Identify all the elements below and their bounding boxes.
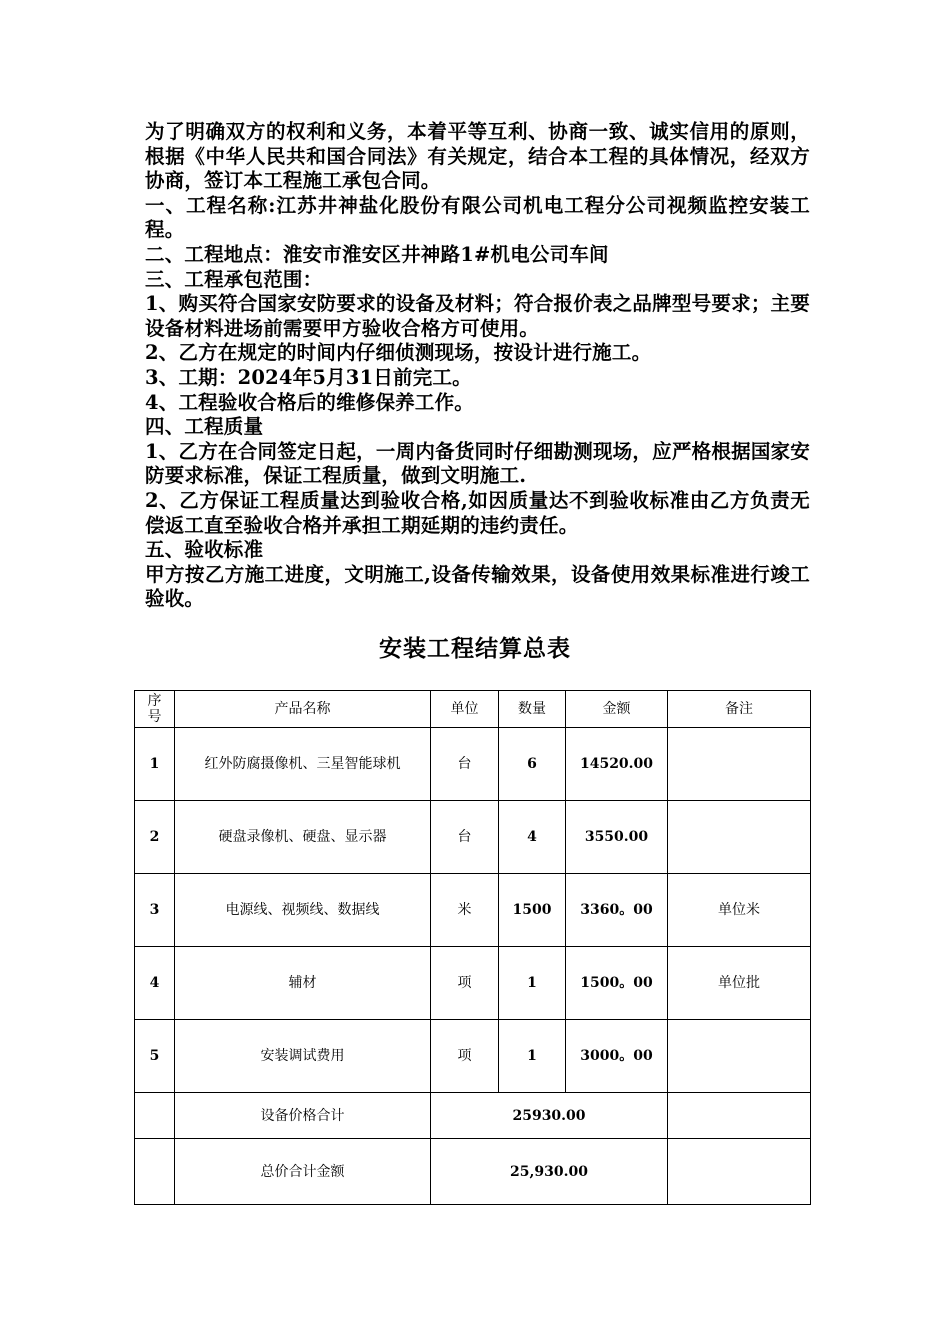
row-amount: 1500。00: [566, 947, 668, 1020]
table-row: [135, 874, 811, 947]
row-product: 安装调试费用: [175, 1020, 431, 1093]
row-amount: 14520.00: [566, 728, 668, 801]
row-amount: 3360。00: [566, 874, 668, 947]
quality-item-1: 1、乙方在合同签定日起，一周内备货同时仔细勘测现场，应严格根据国家安防要求标准，保证工程质量，做到文明施工.: [145, 439, 810, 488]
header-quantity: 数量: [499, 691, 566, 728]
row-product: 电源线、视频线、数据线: [175, 874, 431, 947]
row-amount: 3550.00: [566, 801, 668, 874]
intro-paragraph: 为了明确双方的权利和义务，本着平等互利、协商一致、诚实信用的原则，根据《中华人民共和国合同法》有关规定，结合本工程的具体情况，经双方协商，签订本工程施工承包合同。: [145, 120, 810, 193]
scope-item-1: 1、购买符合国家安防要求的设备及材料；符合报价表之品牌型号要求；主要设备材料进场前需要甲方验收合格方可使用。: [145, 292, 810, 340]
contract-text: [145, 120, 810, 612]
row-index: 2: [135, 801, 175, 874]
project-location: 二、工程地点：淮安市淮安区井神路1#机电公司车间: [145, 242, 609, 266]
scope-item-4: 4、工程验收合格后的维修保养工作。: [145, 390, 474, 414]
header-remark: 备注: [668, 691, 811, 728]
total-blank: [135, 1139, 175, 1205]
subtotal-row: [135, 1093, 811, 1139]
row-remark: [668, 1020, 811, 1093]
subtotal-label: 设备价格合计: [175, 1093, 431, 1139]
subtotal-blank: [135, 1093, 175, 1139]
scope-item-2: 2、乙方在规定的时间内仔细侦测现场，按设计进行施工。: [145, 341, 652, 365]
acceptance-heading: 五、验收标准: [145, 538, 264, 562]
row-unit: 台: [431, 801, 499, 874]
project-name: 一、工程名称:江苏井神盐化股份有限公司机电工程分公司视频监控安装工程。: [145, 193, 810, 242]
row-index: 1: [135, 728, 175, 801]
row-quantity: 1: [499, 1020, 566, 1093]
row-quantity: 1500: [499, 874, 566, 947]
header-unit: 单位: [431, 691, 499, 728]
table-header-row: [135, 691, 811, 728]
row-product: 硬盘录像机、硬盘、显示器: [175, 801, 431, 874]
row-index: 3: [135, 874, 175, 947]
scope-heading: 三、工程承包范围：: [145, 267, 323, 291]
header-amount: 金额: [566, 691, 668, 728]
row-amount: 3000。00: [566, 1020, 668, 1093]
row-quantity: 1: [499, 947, 566, 1020]
table-row: [135, 728, 811, 801]
acceptance-text: 甲方按乙方施工进度，文明施工,设备传输效果，设备使用效果标准进行竣工验收。: [145, 562, 810, 611]
row-index: 5: [135, 1020, 175, 1093]
row-unit: 项: [431, 947, 499, 1020]
quality-item-2: 2、乙方保证工程质量达到验收合格,如因质量达不到验收标准由乙方负责无偿返工直至验收合格并承担工期延期的违约责任。: [145, 488, 810, 537]
row-remark: 单位米: [668, 874, 811, 947]
row-product: 红外防腐摄像机、三星智能球机: [175, 728, 431, 801]
row-unit: 台: [431, 728, 499, 801]
subtotal-value: 25930.00: [431, 1093, 668, 1139]
header-index: 序 号: [135, 691, 175, 728]
quality-heading: 四、工程质量: [145, 415, 264, 439]
row-quantity: 6: [499, 728, 566, 801]
settlement-table: [134, 690, 811, 1205]
total-remark: [668, 1139, 811, 1205]
table-title: 安装工程结算总表: [379, 635, 571, 662]
row-quantity: 4: [499, 801, 566, 874]
row-unit: 米: [431, 874, 499, 947]
row-remark: [668, 801, 811, 874]
row-index: 4: [135, 947, 175, 1020]
row-unit: 项: [431, 1020, 499, 1093]
grand-total-row: [135, 1139, 811, 1205]
row-remark: 单位批: [668, 947, 811, 1020]
total-value: 25,930.00: [431, 1139, 668, 1205]
total-label: 总价合计金额: [175, 1139, 431, 1205]
scope-item-3: 3、工期：2024年5月31日前完工。: [145, 365, 472, 389]
row-remark: [668, 728, 811, 801]
header-product: 产品名称: [175, 691, 431, 728]
subtotal-remark: [668, 1093, 811, 1139]
table-row: [135, 1020, 811, 1093]
table-row: [135, 801, 811, 874]
table-row: [135, 947, 811, 1020]
row-product: 辅材: [175, 947, 431, 1020]
